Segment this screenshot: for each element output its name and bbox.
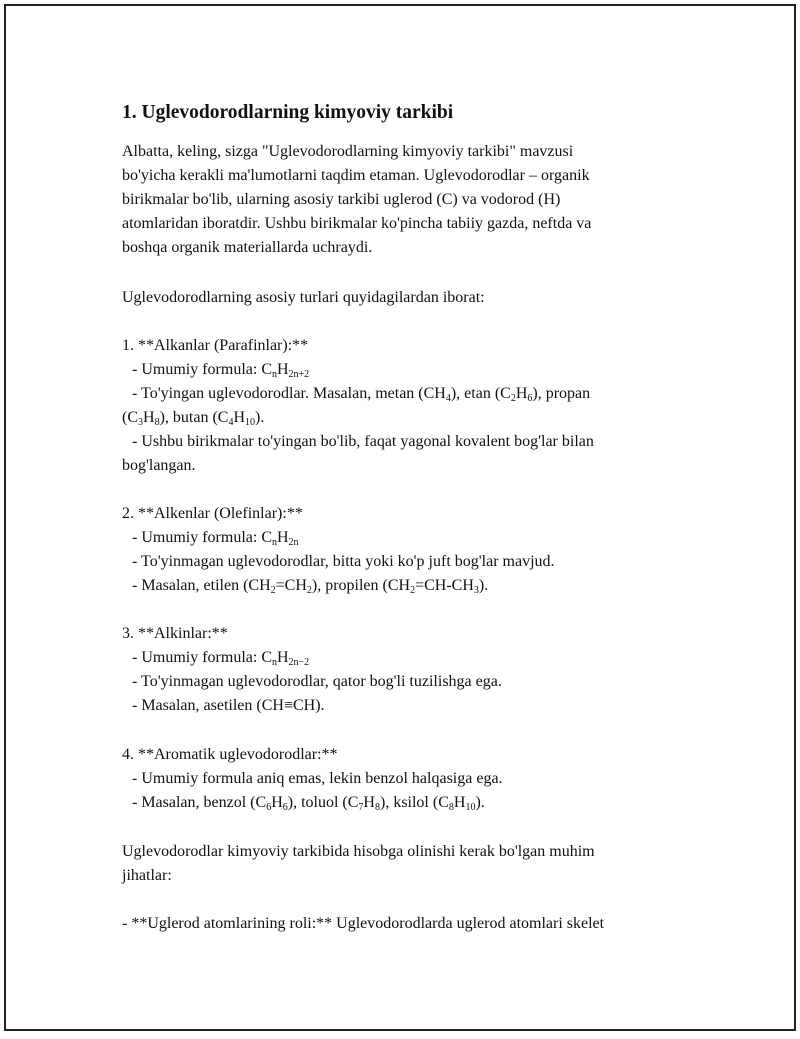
alkenes-title: 2. **Alkenlar (Olefinlar):** — [122, 505, 303, 522]
alkanes-examples-cont: $(C_3H_8)$, butan $(C_4H_{10})$. — [122, 409, 265, 428]
aspects-line: Uglevodorodlar kimyoviy tarkibida hisobga olinishi kerak bo'lgan muhim — [122, 843, 595, 860]
alkenes-desc: - To'yinmagan uglevodorodlar, bitta yoki ko'p juft bog'lar mavjud. — [132, 553, 555, 570]
intro-line: birikmalar bo'lib, ularning asosiy tarkibi uglerod (C) va vodorod (H) — [122, 191, 561, 208]
aromatics-examples: - Masalan, benzol $(C_6H_6)$, toluol $(C_7H_8)$, ksilol $(C_8H_{10})$. — [132, 794, 485, 813]
alkanes-examples: - To'yingan uglevodorodlar. Masalan, metan $(CH_4)$, etan $(C_2H_6)$, propan — [132, 385, 591, 404]
alkanes-title: 1. **Alkanlar (Parafinlar):** — [122, 337, 309, 354]
intro-line: atomlaridan iboratdir. Ushbu birikmalar ko'pincha tabiiy gazda, neftda va — [122, 215, 592, 232]
aspects-line: jihatlar: — [122, 867, 172, 884]
alkenes-formula: - Umumiy formula: $C_nH_{2n}$ — [132, 529, 299, 548]
types-intro: Uglevodorodlarning asosiy turlari quyidagilardan iborat: — [122, 289, 485, 306]
alkynes-formula: - Umumiy formula: $C_nH_{2n-2}$ — [132, 649, 310, 668]
alkanes-note: - Ushbu birikmalar to'yingan bo'lib, faqat yagonal kovalent bog'lar bilan — [132, 433, 594, 450]
alkynes-title: 3. **Alkinlar:** — [122, 625, 228, 642]
intro-line: Albatta, keling, sizga "Uglevodorodlarning kimyoviy tarkibi" mavzusi — [122, 143, 574, 160]
section-heading: 1. Uglevodorodlarning kimyoviy tarkibi — [122, 102, 454, 123]
carbon-role-line: - **Uglerod atomlarining roli:** Uglevodorodlarda uglerod atomlari skelet — [122, 915, 605, 932]
alkenes-examples: - Masalan, etilen $(CH_2=CH_2)$, propilen $(CH_2=CH-CH_3)$. — [132, 577, 489, 596]
aromatics-title: 4. **Aromatik uglevodorodlar:** — [122, 746, 338, 763]
alkanes-formula: - Umumiy formula: $C_nH_{2n+2}$ — [132, 361, 310, 380]
alkynes-desc: - To'yinmagan uglevodorodlar, qator bog'li tuzilishga ega. — [132, 673, 502, 690]
aromatics-desc: - Umumiy formula aniq emas, lekin benzol halqasiga ega. — [132, 770, 503, 787]
intro-line: bo'yicha kerakli ma'lumotlarni taqdim etaman. Uglevodorodlar – organik — [122, 167, 590, 184]
alkynes-example: - Masalan, asetilen (CH≡CH). — [132, 697, 325, 714]
alkanes-note-cont: bog'langan. — [122, 457, 196, 474]
document-page — [4, 4, 796, 1031]
intro-line: boshqa organik materiallarda uchraydi. — [122, 239, 373, 256]
